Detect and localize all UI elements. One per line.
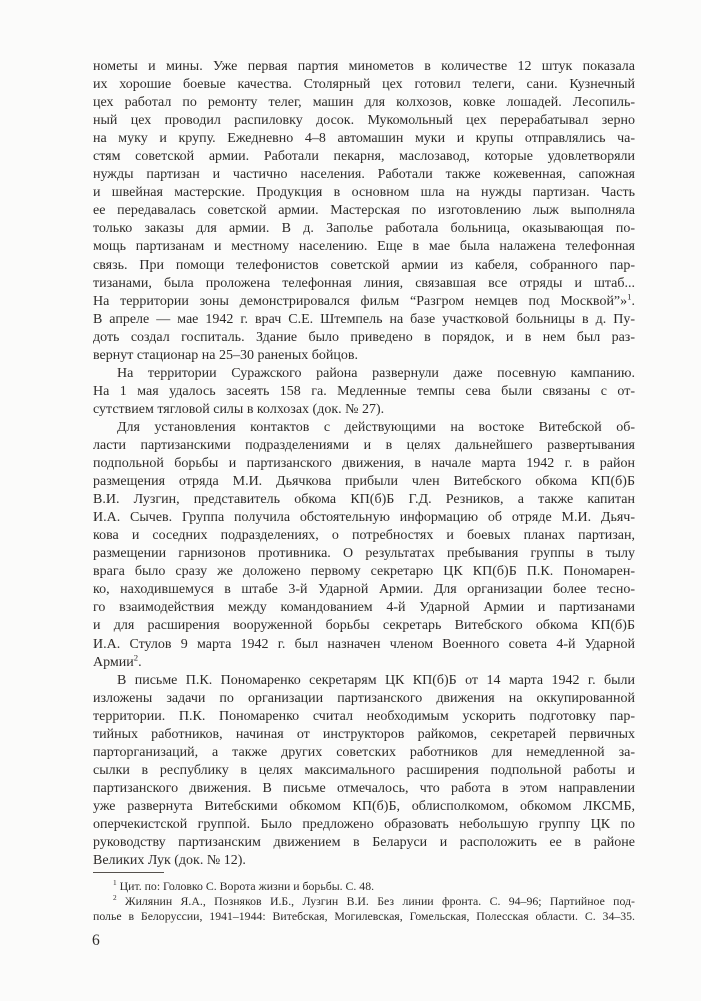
text-line: изложены задачи по организации партизанского движения на оккупированной — [93, 690, 635, 706]
text-line: сутствием тягловой силы в колхозах (док. № 27). — [93, 401, 385, 417]
text-line: кова и соседних подразделениях, о потребностях и боевых планах партизан, — [93, 528, 635, 544]
text-line: тизанами, была проложена телефонная линия, связавшая все отряды и штаб... — [93, 275, 635, 291]
text-line: парторганизаций, а также других советских работников для немедленной за- — [93, 744, 635, 760]
text-line: оперчекистской группой. Было предложено образовать небольшую группу ЦК по — [93, 816, 635, 832]
text-line: руководству партизанским движением в Беларуси и расположить ее в районе — [93, 835, 635, 851]
text-line: мощь партизанам и местному населению. Еще в мае была налажена телефонная — [93, 239, 635, 255]
text-line: На территории зоны демонстрировался фильм “Разгром немцев под Москвой”»$^1$. — [93, 290, 635, 309]
text-line: ласти партизанскими подразделениями и в целях дальнейшего развертывания — [93, 437, 635, 453]
footnote-marker: 2 — [113, 892, 117, 902]
text-line: только заказы для армии. В д. Заполье работала больница, оказывающая по- — [93, 221, 635, 237]
text-line: Армии$^2$. — [93, 651, 142, 670]
text-line: и швейная мастерские. Продукция в основном шла на нужды партизан. Часть — [93, 185, 635, 201]
text-line: сылки в республику в целях максимального расширения подпольной работы и — [93, 762, 635, 778]
text-line: на муку и крупу. Ежедневно 4–8 автомашин муки и крупы отправлялись ча- — [93, 131, 635, 147]
text-line: нужды партизан и частично населения. Работали также кожевенная, сапожная — [93, 167, 635, 183]
text-line: вернут стационар на 25–30 раненых бойцов. — [93, 347, 359, 363]
text-line: подпольной борьбы и партизанского движения, в начале марта 1942 г. в район — [93, 456, 635, 472]
text-line: врага было сразу же доложено первому секретарю ЦК КП(б)Б П.К. Пономарен- — [93, 564, 635, 580]
text-line: партизанского движения. В письме отмечалось, что работа в этом направлении — [93, 780, 635, 796]
text-line: территории. П.К. Пономаренко считал необходимым ускорить подготовку пар- — [93, 708, 635, 724]
text-line: го взаимодействия между командованием 4-й Ударной Армии и партизанами — [93, 600, 635, 616]
text-line: цех работал по ремонту телег, машин для колхозов, ковке лошадей. Лесопиль- — [93, 95, 635, 111]
text-line: И.А. Сычев. Группа получила обстоятельную информацию об отряде М.И. Дьяч- — [93, 510, 635, 526]
text-line: полье в Белоруссии, 1941–1944: Витебская, Могилевская, Гомельская, Полесская области. С. 34–35. — [93, 908, 635, 923]
footnote-marker: 1 — [113, 878, 117, 888]
text-line: размещения отряда М.И. Дьячкова прибыли член Витебского обкома КП(б)Б — [93, 474, 635, 490]
text-line: размещении гарнизонов противника. О результатах пребывания группы в тылу — [93, 546, 635, 562]
text-line: $^1$ Цит. по: Головко С. Ворота жизни и борьбы. С. 48. — [113, 878, 375, 893]
text-line: На 1 мая удалось засеять 158 га. Медленные темпы сева были связаны с от- — [93, 383, 635, 399]
footnote-marker: 2 — [133, 651, 139, 662]
footnotes — [93, 879, 635, 923]
page-number: 6 — [92, 932, 100, 949]
text-line: Великих Лук (док. № 12). — [93, 853, 246, 869]
text-line: уже развернута Витебскими обкомом КП(б)Б, облисполкомом, обкомом ЛКСМБ, — [93, 798, 635, 814]
body-text — [93, 58, 635, 870]
text-line: и для расширения вооруженной борьбы секретарь Витебского обкома КП(б)Б — [93, 618, 635, 634]
text-line: стям советской армии. Работали пекарня, маслозавод, которые удовлетворяли — [93, 149, 635, 165]
text-line: ко, находившемуся в штабе 3-й Ударной Армии. Для организации более тесно- — [93, 582, 635, 598]
text-line: доть создал госпиталь. Здание было приведено в порядок, и в нем был раз- — [93, 329, 635, 345]
text-line: На территории Суражского района развернули даже посевную кампанию. — [117, 365, 635, 381]
text-line: ный цех проводил распиловку досок. Мукомольный цех перерабатывал зерно — [93, 113, 635, 129]
text-line: связь. При помощи телефонистов советской армии из кабеля, собранного пар- — [93, 257, 635, 273]
footnote-marker: 1 — [627, 290, 632, 301]
text-line: Для установления контактов с действующими на востоке Витебской об- — [117, 419, 635, 435]
text-line: их хорошие боевые качества. Столярный цех готовил телеги, сани. Кузнечный — [93, 77, 635, 93]
footnote-separator — [93, 872, 164, 873]
text-line: ее передавалась советской армии. Мастерская по изготовлению лыж выполняла — [93, 203, 635, 219]
text-line: В письме П.К. Пономаренко секретарям ЦК КП(б)Б от 14 марта 1942 г. были — [117, 672, 635, 688]
text-line: тийных работников, начиная от инструкторов райкомов, секретарей первичных — [93, 726, 635, 742]
text-line: В.И. Лузгин, представитель обкома КП(б)Б Г.Д. Резников, а также капитан — [93, 492, 635, 508]
text-line: И.А. Стулов 9 марта 1942 г. был назначен членом Военного совета 4-й Ударной — [93, 636, 635, 652]
text-line: нометы и мины. Уже первая партия минометов в количестве 12 штук показала — [93, 59, 635, 74]
text-line: В апреле — мае 1942 г. врач С.Е. Штемпель на базе участковой больницы в д. Пу- — [93, 311, 635, 327]
text-line: $^2$ Жилянин Я.А., Позняков И.Б., Лузгин В.И. Без линии фронта. С. 94–96; Партийное под- — [113, 892, 635, 908]
